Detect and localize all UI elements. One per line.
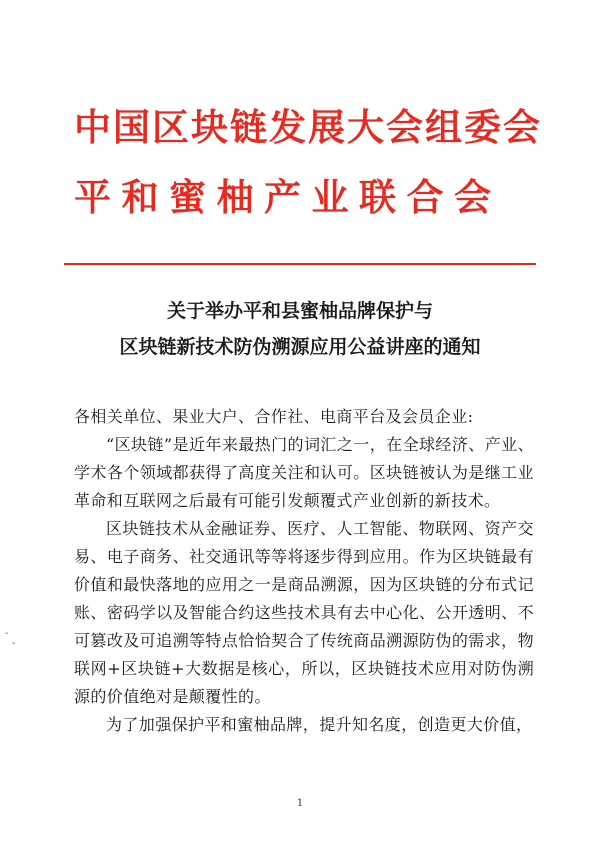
issuing-org-line-1: 中国区块链发展大会组委会: [74, 105, 542, 149]
issuing-org-line-2: 平和蜜柚产业联合会: [74, 175, 502, 219]
margin-mark: -: [12, 638, 16, 649]
notice-title-line-2: 区块链新技术防伪溯源应用公益讲座的通知: [119, 336, 481, 358]
paragraph-1: “区块链”是近年来最热门的词汇之一，在全球经济、产业、学术各个领域都获得了高度关注和认可。区块链被认为是继工业革命和互联网之后最有可能引发颠覆式产业创新的新技术。: [74, 435, 534, 510]
notice-body: [74, 403, 534, 739]
salutation: 各相关单位、果业大户、合作社、电商平台及会员企业:: [74, 407, 474, 426]
page-number: 1: [296, 798, 304, 809]
paragraph-3: 为了加强保护平和蜜柚品牌，提升知名度，创造更大价值，: [106, 715, 533, 734]
red-header-divider: [64, 263, 536, 265]
notice-title-line-1: 关于举办平和县蜜柚品牌保护与: [166, 300, 433, 322]
paragraph-2: 区块链技术从金融证券、医疗、人工智能、物联网、资产交易、电子商务、社交通讯等等将逐步得到应用。作为区块链最有价值和最快落地的应用之一是商品溯源，因为区块链的分布式记账、密码学以及智能合约这些技术具有去中心化、公开透明、不可篡改及可追溯等特点恰恰契合了传统商品溯源防伪的需求，物联网+区块链+大数据是核心，所以，区块链技术应用对防伪溯源的价值绝对是颠覆性的。: [74, 519, 534, 706]
margin-mark: -: [5, 628, 9, 639]
